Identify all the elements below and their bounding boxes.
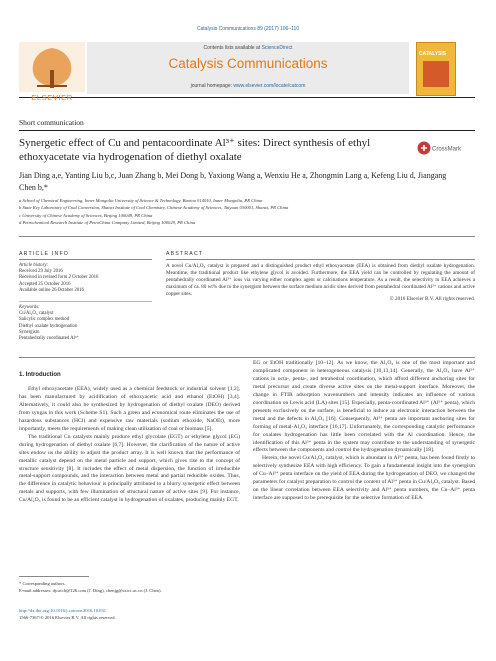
- affiliation-a: a School of Chemical Engineering, Inner Mongolia University of Science & Technology, Baotou 014010, Inner Mongolia, PR China: [19, 198, 263, 203]
- journal-reference[interactable]: Catalysis Communications 89 (2017) 106–110: [196, 26, 300, 32]
- footnote-divider: [19, 576, 89, 577]
- history-revised: Received in revised form 2 October 2016: [19, 275, 99, 281]
- cover-art: [423, 61, 449, 87]
- paragraph: Herein, the novel Cu/Al₂O₃ catalyst, which is abundant in Al³⁺ penta, has been found firstly to selectively synthesize EEA with high efficiency. To gain a fundamental insight into the synergism of Cu–Al³⁺ penta interface on the yield of EEA during the hydrogenation of DEO, we changed the parameters for catalyst preparation to control the content of Al³⁺ penta in Cu/Al₂O₃ catalyst. Based on the linear correlation between EEA selectivity and Al³⁺ penta numbers, the Cu–Al³⁺ penta interface are supposed to be prerequisite for the selective formation of EEA.: [253, 455, 475, 502]
- footnote-corresponding: * Corresponding authors.: [19, 581, 66, 586]
- elsevier-tree-icon: [19, 42, 85, 92]
- elsevier-logo[interactable]: [19, 42, 85, 100]
- history-online: Available online 26 October 2016: [19, 287, 84, 293]
- homepage-line: [87, 83, 409, 89]
- publisher-name: ELSEVIER: [31, 93, 73, 102]
- footnote-emails[interactable]: E-mail addresses: djcatch@126.com (J. Ding), chenjg@sxicc.ac.cn (J. Chen).: [19, 588, 162, 593]
- history-label: Article history:: [19, 263, 49, 268]
- keyword-item: Pentahedrally coordinated Al³⁺: [19, 336, 79, 342]
- affiliation-b: b State Key Laboratory of Coal Conversion, Shanxi Institute of Coal Chemistry, Chinese Academy of Sciences, Taiyuan 030001, Shanxi, PR China: [19, 205, 289, 211]
- affiliation-c: c University of Chinese Academy of Sciences, Beijing 100049, PR China: [19, 212, 153, 218]
- article-history: [19, 263, 152, 294]
- divider: [19, 130, 475, 131]
- journal-homepage-link[interactable]: www.elsevier.com/locate/catcom: [233, 83, 306, 89]
- divider: [166, 259, 475, 260]
- body-column-right: [253, 360, 475, 503]
- divider: [19, 301, 152, 302]
- keywords-label: Keywords:: [19, 305, 40, 310]
- article-type: Short communication: [19, 118, 84, 127]
- masthead-banner: [87, 42, 409, 94]
- issn-copyright: 1566-7367/© 2016 Elsevier B.V. All rights reserved.: [19, 615, 116, 620]
- keyword-item: Synergism: [19, 329, 40, 335]
- paragraph: The traditional Cu catalysts mainly produce ethyl glycolate (EGT) or ethylene glycol (EG) during hydrogenation of diethyl oxalate [6,7]. However, the clarification of the nature of active sites endow us the ability to adjust the product array. It is well known that the performance of metallic catalyst depend on the metal particle and support, which gives rise to the concept of structure sensitivity [8]. It includes the effect of metal dispersion, the function of irreducible metal-support compounds, and the interaction between metal and partial reducible oxides. Thus, the difference in catalytic behaviour is principally attributed to a blurry synergetic effect between metals and supports, with few illumination of structural nature of active sites [9]. For instance, Cu/Al₂O₃ is found to be an efficient catalyst in hydrogenation of oxalates, producing mainly EGT,: [19, 433, 240, 504]
- paragraph: Ethyl ethoxyacetate (EEA), widely used as a chemical feedstock or industrial solvent [1,2], has been manufactured by acidification of ethoxyacetic acid and ethanol (EtOH) [3,4]. Alternatively, it could also be synthesized by hydrogenation of diethyl oxalate (DEO) derived from syngas in this work (Scheme S1). Such a green and economical route eliminates the use of hazardous substances (HCl) and expensive raw materials (sodium ethoxide, NaOEt), more importantly, meets the requirements of making clean utilization of coal or biomass [5].: [19, 386, 240, 432]
- abstract-heading: ABSTRACT: [166, 251, 204, 257]
- footnote: [19, 580, 240, 594]
- sciencedirect-link[interactable]: ScienceDirect: [261, 45, 293, 51]
- body-column-left: [19, 386, 240, 505]
- journal-name[interactable]: Catalysis Communications: [168, 56, 328, 71]
- abstract-text: A novel Cu/Al₂O₃ catalyst is prepared and a distinguished product ethyl ethoxyacetate (EEA) is obtained from diethyl oxalate hydrogenation. Meantime, the traditional product like ethylene glycol is avoided. Furthermore, the EEA yield can be controlled by regulating the amount of pentahedrally coordinated Al³⁺ ions via varying either complex agent or calcinations temperature. As a result, the selectivity to EEA achieves a maximum of ca. 80 wt% due to the synergism between the surface medium acidic sites derived from pentahedral coordinated Al³⁺ cations and active copper sites.: [166, 263, 475, 297]
- divider: [19, 259, 152, 260]
- section-heading-introduction: 1. Introduction: [19, 372, 61, 378]
- keyword-item: Salicylic complex method: [19, 317, 70, 323]
- article-info-heading: ARTICLE INFO: [19, 251, 70, 257]
- homepage-prefix: journal homepage:: [190, 83, 233, 89]
- affiliations: [19, 197, 459, 227]
- contents-line: [87, 45, 409, 51]
- masthead: [19, 42, 475, 102]
- affiliation-d: d Petrochemical Research Institute of PetroChina Company Limited, Beijing 100029, PR China: [19, 220, 196, 226]
- keyword-item: Diethyl oxalate hydrogenation: [19, 323, 78, 329]
- history-received: Received 29 July 2016: [19, 269, 63, 275]
- keyword-item: Cu/Al₂O₃ catalyst: [19, 311, 54, 317]
- divider: [19, 236, 475, 237]
- divider: [19, 357, 475, 358]
- history-accepted: Accepted 25 October 2016: [19, 281, 71, 287]
- cover-title: CATALYSIS: [419, 51, 447, 57]
- crossmark-badge[interactable]: [417, 140, 463, 156]
- journal-cover-image[interactable]: [416, 42, 456, 96]
- keywords: [19, 305, 152, 342]
- abstract-copyright: © 2016 Elsevier B.V. All rights reserved.: [389, 296, 475, 302]
- article-title: Synergetic effect of Cu and pentacoordinate Al³⁺ sites: Direct synthesis of ethyl ethoxyacetate via hydrogenation of diethyl oxalate: [19, 137, 371, 163]
- crossmark-icon: [417, 140, 463, 156]
- contents-prefix: Contents lists available at: [203, 45, 261, 51]
- crossmark-label: CrossMark: [432, 146, 462, 153]
- paragraph: EG or EtOH traditionally [10–12]. As we know, the Al₂O₃ is one of the most important and complicated component in heterogeneous catalysis [10,13,14]. Generally, the Al₂O₃ have Al³⁺ cations in octa-, penta-, and tetrahedral coordination, which afford different anchoring sites for metal precursor and create diverse active sites on the metal-support interface. Moreover, the change in FTIR adsorption wavenumbers and intensity indicates an influence of various coordination on Lewis acid (LA) sites [15]. Especially, penta-coordinated Al³⁺ (Al³⁺ penta), which presents exclusively on the surface, is beneficial to induce an electronic interaction between the metal and the defects in Al₂O₃ [16]. Consequently, Al³⁺ penta are important anchoring sites for forming of metal-Al₂O₃ interface [16,17]. Unfortunately, the corresponding catalytic performance for oxalates hydrogenation has little been correlated with the Al coordination. Hence, the identification of this Al³⁺ penta in the system may contribute to the understanding of synergetic effects between the components and control the hydrogenation dynamically [18].: [253, 360, 475, 454]
- author-list: Jian Ding a,e, Yanting Liu b,c, Juan Zhang b, Mei Dong b, Yaxiong Wang a, Wenxiu He a, Zhongmin Lang a, Kefeng Liu d, Jiangang Chen b,*: [19, 171, 447, 192]
- doi-link[interactable]: http://dx.doi.org/10.1016/j.catcom.2016.10.031: [19, 608, 107, 613]
